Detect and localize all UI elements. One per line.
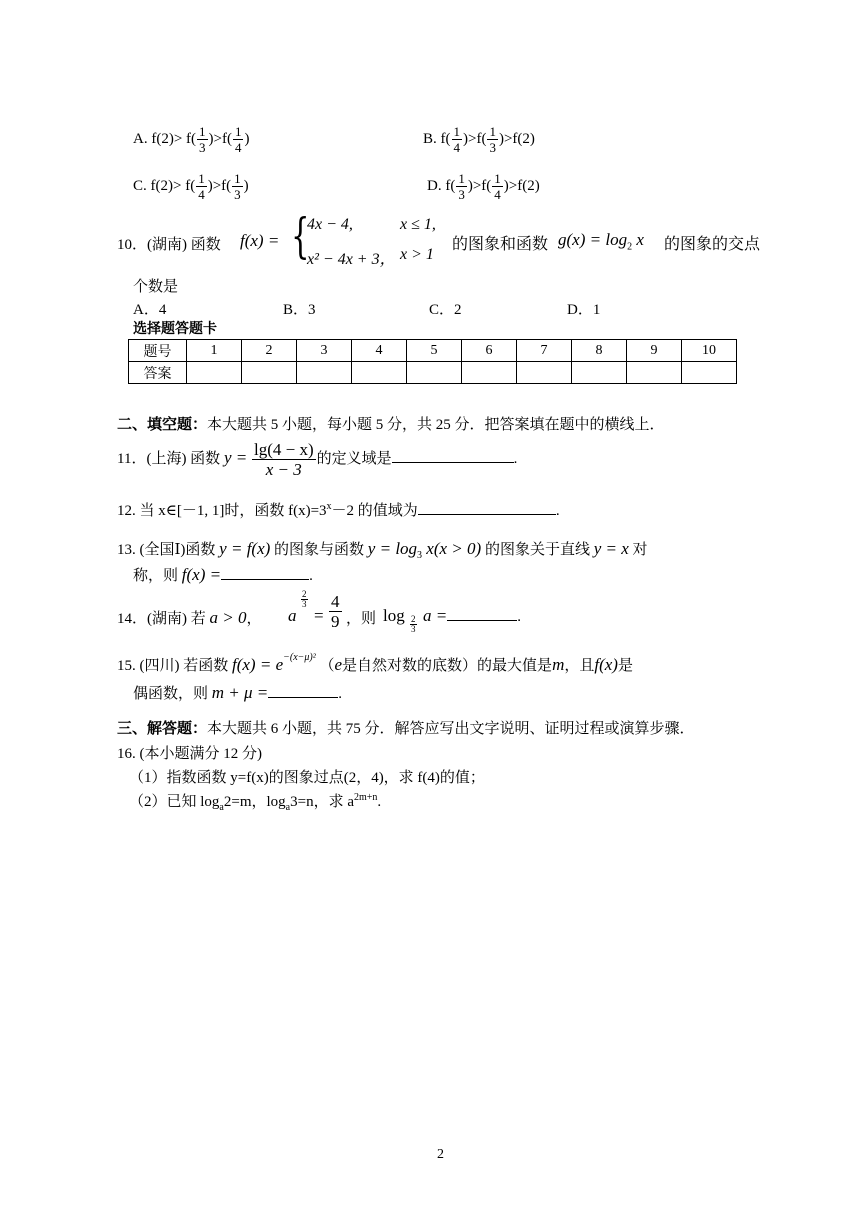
table-cell: 7 — [517, 340, 572, 362]
answer-cell[interactable] — [462, 362, 517, 384]
q10-fx: f(x) = — [240, 231, 280, 250]
section3-header: 三、解答题：本大题共 6 小题，共 75 分．解答应写出文字说明、证明过程或演算步骤． — [117, 721, 695, 737]
fraction: $\frac{\lg(4 - x)}{x - 3}$ — [253, 440, 314, 479]
q10-option-a: A．4 — [133, 302, 167, 318]
q10-line2: 个数是 — [133, 279, 179, 295]
table-cell: 答案 — [129, 362, 187, 384]
q10-case1-expr: 4x − 4, — [307, 216, 353, 233]
answer-cell[interactable] — [352, 362, 407, 384]
table-cell: 10 — [682, 340, 737, 362]
table-cell: 2 — [242, 340, 297, 362]
answer-blank[interactable] — [392, 448, 514, 463]
answer-cell[interactable] — [242, 362, 297, 384]
table-cell: 8 — [572, 340, 627, 362]
q10-case1-cond: x ≤ 1, — [400, 216, 436, 233]
fraction: $\frac{1}{3}$ — [489, 124, 496, 155]
answer-cell[interactable] — [682, 362, 737, 384]
q10-case2-expr: x² − 4x + 3， — [307, 251, 396, 268]
answer-card-title: 选择题答题卡 — [133, 321, 217, 337]
q10-option-d: D．1 — [567, 302, 601, 318]
table-row — [129, 340, 737, 362]
answer-cell[interactable] — [407, 362, 462, 384]
q14-answer: a = . — [423, 606, 521, 625]
piecewise-brace: { — [291, 208, 310, 264]
q14-then: ，则 — [346, 611, 377, 627]
table-cell: 4 — [352, 340, 407, 362]
q9-option-d: D. f( $\frac{1}{3}$ )>f( $\frac{1}{4}$ )>f(2) — [427, 171, 540, 202]
answer-cell[interactable] — [572, 362, 627, 384]
page-number: 2 — [437, 1147, 444, 1162]
q15-line1: 15. (四川) 若函数 $f(x) = e^{-(x-\mu)^2}$ （e是自然对数的底数）的最大值是m，且f(x)是 — [117, 652, 633, 674]
table-cell: 3 — [297, 340, 352, 362]
section2-header: 二、填空题：本大题共 5 小题，每小题 5 分，共 25 分．把答案填在题中的横线上． — [117, 417, 665, 433]
q16-part1: （1）指数函数 y=f(x)的图象过点(2，4)，求 f(4)的值； — [129, 770, 485, 786]
q10-prefix: 10．(湖南) 函数 — [117, 237, 221, 253]
fraction: $\frac{1}{4}$ — [234, 124, 242, 155]
q15-line2: 偶函数，则 m + μ = . — [133, 683, 343, 702]
q14-log-base: $\frac{2}{3}$ — [411, 614, 416, 634]
table-cell: 题号 — [129, 340, 187, 362]
q14-a: a — [288, 606, 297, 625]
q14-prefix: 14．(湖南) 若 a > 0， — [117, 608, 262, 627]
q10-option-c: C．2 — [429, 302, 462, 318]
answer-blank[interactable] — [221, 565, 309, 580]
q9-option-b: B. f( $\frac{1}{4}$ )>f( $\frac{1}{3}$ )>f(2) — [423, 124, 535, 155]
q10-gx: $g(x) = \log_2 x$ — [558, 230, 644, 253]
q16-title: 16. (本小题满分 12 分) — [117, 746, 262, 762]
fraction: $\frac{1}{4}$ — [198, 171, 205, 202]
q9-option-c: C. f(2)> f( $\frac{1}{4}$ )>f( $\frac{1}{3}$ ) — [133, 171, 249, 202]
q9-option-a: A. f(2)> f( $\frac{1}{3}$ )>f( $\frac{1}{4}$ ) — [133, 124, 250, 155]
q16-part2: （2）已知 $\log_a2=m$，$\log_a3=n$，求 $a^{2m+n}$. — [129, 792, 382, 813]
q10-case2-cond: x > 1 — [400, 246, 434, 263]
fraction: $\frac{1}{3}$ — [234, 171, 241, 202]
q10-option-b: B．3 — [283, 302, 316, 318]
q14-fraction: $\frac{4}{9}$ — [331, 592, 340, 631]
answer-blank[interactable] — [418, 500, 556, 515]
table-cell: 5 — [407, 340, 462, 362]
table-row — [129, 362, 737, 384]
fraction: $\frac{1}{3}$ — [458, 171, 465, 202]
answer-cell[interactable] — [187, 362, 242, 384]
q14-exponent: $\frac{2}{3}$ — [302, 589, 307, 609]
q12: 12. 当 x∈[－1, 1]时，函数 $f(x)=3^x-2$ 的值域为 . — [117, 501, 560, 519]
q10-tail: 的图象的交点 — [664, 236, 761, 253]
q14-log: log — [383, 606, 405, 625]
q11: 11．(上海) 函数 y = $\frac{\lg(4 - x)}{x - 3}$ 的定义域是 . — [117, 440, 518, 479]
q14-eq: = — [314, 606, 324, 625]
table-cell: 1 — [187, 340, 242, 362]
fraction: $\frac{1}{4}$ — [453, 124, 460, 155]
q13-line2: 称，则 f(x) = . — [133, 565, 313, 584]
answer-cell[interactable] — [517, 362, 572, 384]
fraction: $\frac{1}{4}$ — [494, 171, 501, 202]
answer-card-table — [128, 339, 737, 384]
table-cell: 9 — [627, 340, 682, 362]
answer-cell[interactable] — [297, 362, 352, 384]
fraction: $\frac{1}{3}$ — [199, 124, 206, 155]
table-cell: 6 — [462, 340, 517, 362]
answer-cell[interactable] — [627, 362, 682, 384]
answer-blank[interactable] — [447, 606, 517, 621]
answer-blank[interactable] — [268, 683, 338, 698]
q10-mid-text: 的图象和函数 — [452, 236, 549, 253]
q13-line1: 13. (全国Ⅰ)函数 y = f(x) 的图象与函数 $y = \log_3 x(x > 0)$ 的图象关于直线 y = x 对 — [117, 539, 648, 561]
